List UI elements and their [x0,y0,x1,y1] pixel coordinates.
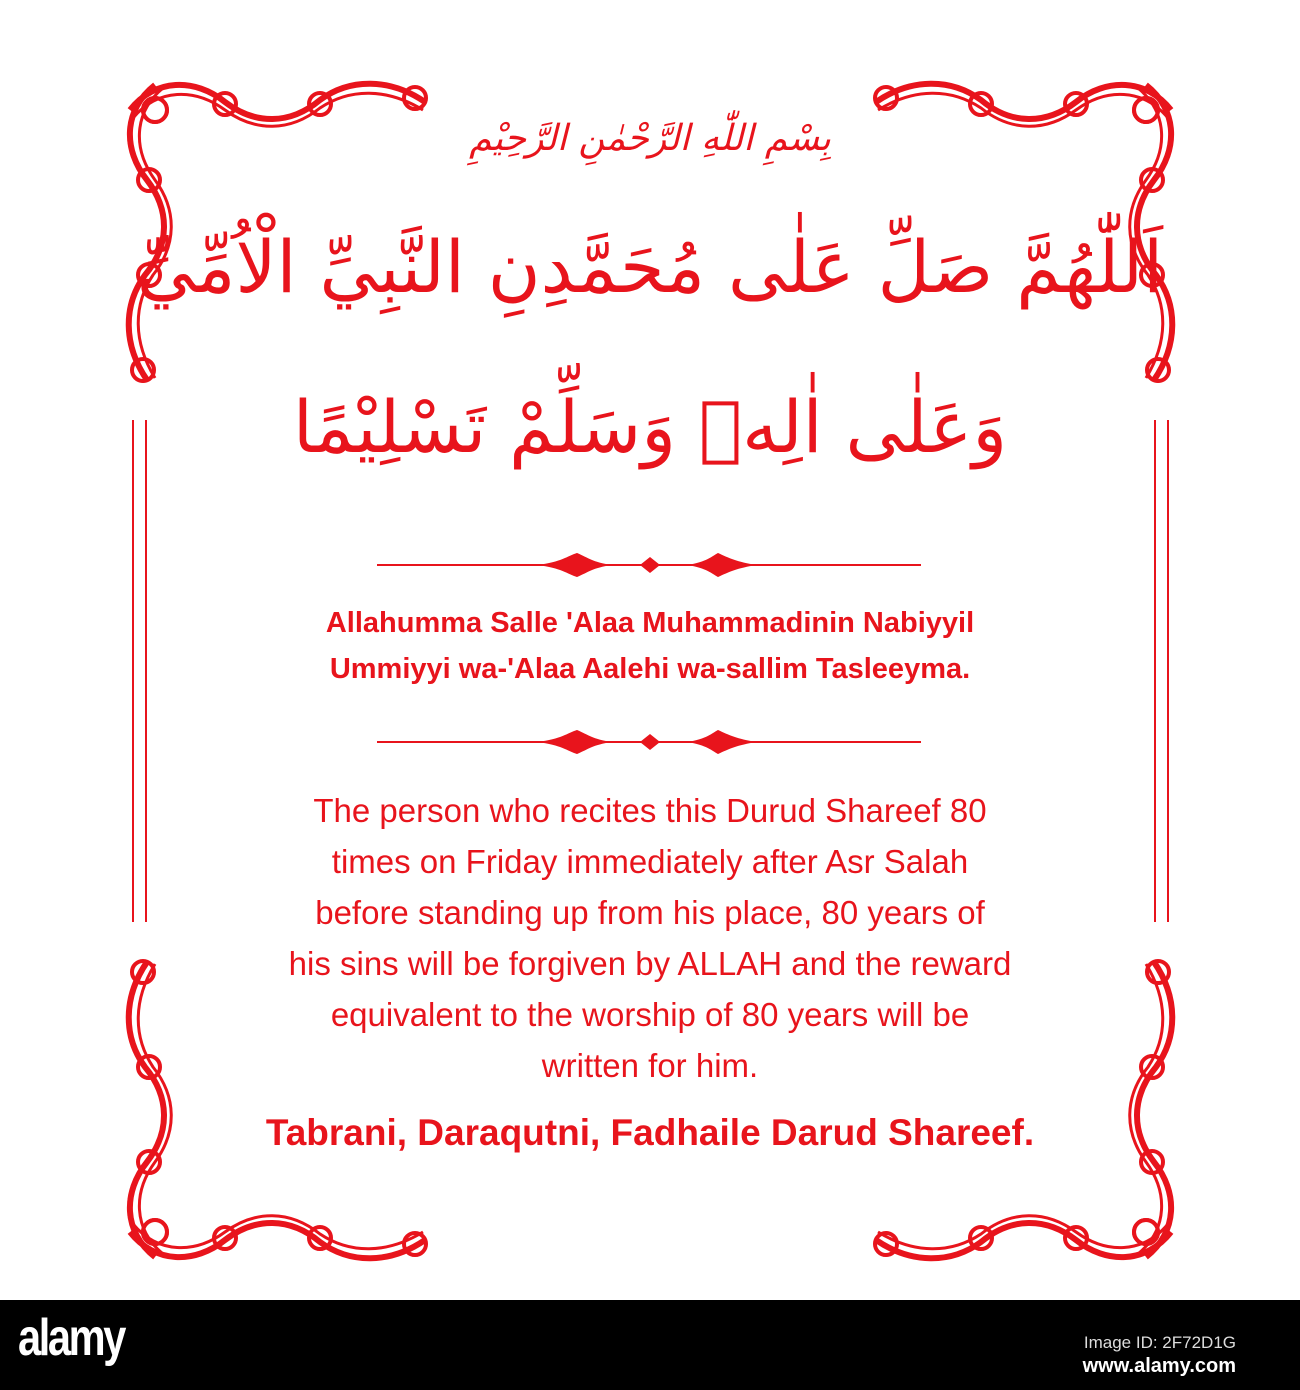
citation: Tabrani, Daraqutni, Fadhaile Darud Shareef. [265,1112,1035,1153]
transliteration-line: Allahumma Salle 'Alaa Muhammadinin Nabiyyil [325,607,975,639]
durud-arabic-line-1: اَللّٰهُمَّ صَلِّ عَلٰى مُحَمَّدِنِ النَّبِيِّ الْاُمِّيِّ [136,225,1164,309]
virtue-description [0,785,1300,1091]
body-line: times on Friday immediately after Asr Salah [331,843,969,880]
bismillah-calligraphy: بِسْمِ اللّٰهِ الرَّحْمٰنِ الرَّحِيْمِ [469,118,831,159]
durud-arabic-line-2: وَعَلٰى اٰلِهٖ وَسَلِّمْ تَسْلِيْمًا [292,385,1008,469]
body-line: his sins will be forgiven by ALLAH and the reward [288,945,1012,982]
alamy-logo: alamy [18,1309,124,1367]
body-line: before standing up from his place, 80 years of [315,894,985,931]
watermark-bar [0,1300,1300,1390]
transliteration [0,600,1300,692]
site-url: www.alamy.com [1082,1355,1236,1377]
body-line: equivalent to the worship of 80 years will be [330,996,970,1033]
divider-bottom [377,727,921,757]
image-id: Image ID: 2F72D1G [1083,1333,1236,1352]
transliteration-line: Ummiyyi wa-'Alaa Aalehi wa-sallim Tasleeyma. [329,653,971,685]
body-line: written for him. [541,1047,759,1084]
divider-top [377,550,921,580]
body-line: The person who recites this Durud Shareef 80 [313,792,987,829]
